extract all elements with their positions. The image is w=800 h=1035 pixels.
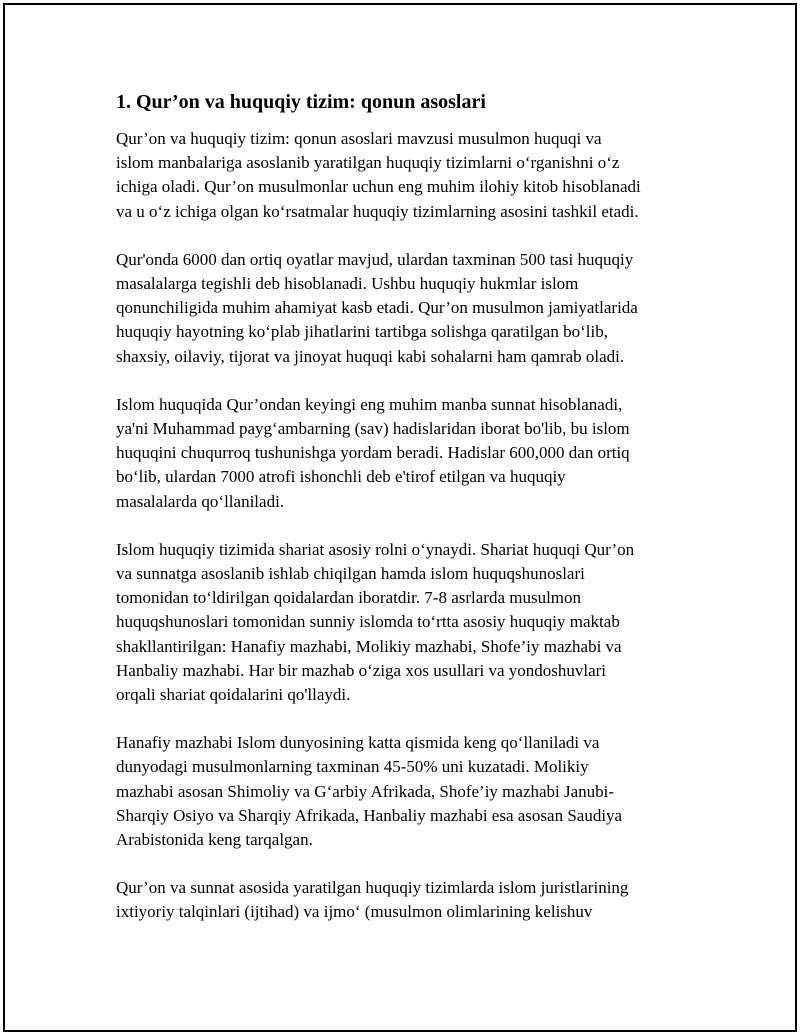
text-line: va sunnatga asoslanib ishlab chiqilgan hamda islom huquqshunoslari bbox=[116, 564, 585, 584]
text-line: shakllantirilgan: Hanafiy mazhabi, Molikiy mazhabi, Shofe’iy mazhabi va bbox=[116, 636, 622, 656]
paragraph-6 bbox=[116, 876, 688, 924]
text-line: bo‘lib, ulardan 7000 atrofi ishonchli deb e'tirof etilgan va huquqiy bbox=[116, 467, 566, 487]
text-line: huquqiy hayotning ko‘plab jihatlarini tartibga solishga qaratilgan bo‘lib, bbox=[116, 322, 608, 342]
text-line: masalalarda qo‘llaniladi. bbox=[116, 491, 285, 511]
text-line: ichiga oladi. Qur’on musulmonlar uchun eng muhim ilohiy kitob hisoblanadi bbox=[116, 177, 641, 197]
document-body bbox=[116, 90, 688, 949]
paragraph-4 bbox=[116, 538, 688, 707]
text-line: qonunchiligida muhim ahamiyat kasb etadi. Qur’on musulmon jamiyatlarida bbox=[116, 298, 638, 318]
text-line: huquqshunoslari tomonidan sunniy islomda to‘rtta asosiy huquqiy maktab bbox=[116, 612, 620, 632]
text-line: Hanafiy mazhabi Islom dunyosining katta qismida keng qo‘llaniladi va bbox=[116, 733, 600, 753]
text-line: ya'ni Muhammad payg‘ambarning (sav) hadislaridan iborat bo'lib, bu islom bbox=[116, 419, 630, 439]
text-line: va u o‘z ichiga olgan ko‘rsatmalar huquqiy tizimlarning asosini tashkil etadi. bbox=[116, 201, 639, 221]
paragraph-1 bbox=[116, 127, 688, 224]
text-line: Qur’on va sunnat asosida yaratilgan huquqiy tizimlarda islom juristlarining bbox=[116, 878, 629, 898]
text-line: masalalarga tegishli deb hisoblanadi. Ushbu huquqiy hukmlar islom bbox=[116, 274, 579, 294]
text-line: Sharqiy Osiyo va Sharqiy Afrikada, Hanbaliy mazhabi esa asosan Saudiya bbox=[116, 805, 623, 825]
text-line: Islom huquqida Qur’ondan keyingi eng muhim manba sunnat hisoblanadi, bbox=[116, 394, 623, 414]
text-line: tomonidan to‘ldirilgan qoidalardan iboratdir. 7-8 asrlarda musulmon bbox=[116, 588, 582, 608]
paragraph-3 bbox=[116, 393, 688, 514]
text-line: Hanbaliy mazhabi. Har bir mazhab o‘ziga xos usullari va yondoshuvlari bbox=[116, 660, 607, 680]
text-line: Arabistonida keng tarqalgan. bbox=[116, 830, 313, 850]
text-line: islom manbalariga asoslanib yaratilgan huquqiy tizimlarni o‘rganishni o‘z bbox=[116, 153, 620, 173]
text-line: shaxsiy, oilaviy, tijorat va jinoyat huquqi kabi sohalarni ham qamrab oladi. bbox=[116, 346, 625, 366]
text-line: ixtiyoriy talqinlari (ijtihad) va ijmo‘ (musulmon olimlarining kelishuv bbox=[116, 902, 593, 922]
paragraph-5 bbox=[116, 731, 688, 852]
text-line: dunyodagi musulmonlarning taxminan 45-50% uni kuzatadi. Molikiy bbox=[116, 757, 589, 777]
section-heading: 1. Qur’on va huquqiy tizim: qonun asoslari bbox=[116, 91, 486, 113]
text-line: Qur'onda 6000 dan ortiq oyatlar mavjud, ulardan taxminan 500 tasi huquqiy bbox=[116, 249, 634, 269]
text-line: orqali shariat qoidalarini qo'llaydi. bbox=[116, 685, 351, 705]
text-line: Islom huquqiy tizimida shariat asosiy rolni o‘ynaydi. Shariat huquqi Qur’on bbox=[116, 539, 635, 559]
text-line: huquqini chuqurroq tushunishga yordam beradi. Hadislar 600,000 dan ortiq bbox=[116, 443, 630, 463]
text-line: mazhabi asosan Shimoliy va G‘arbiy Afrikada, Shofe’iy mazhabi Janubi- bbox=[116, 781, 615, 801]
text-line: Qur’on va huquqiy tizim: qonun asoslari mavzusi musulmon huquqi va bbox=[116, 129, 602, 148]
paragraph-2 bbox=[116, 248, 688, 369]
